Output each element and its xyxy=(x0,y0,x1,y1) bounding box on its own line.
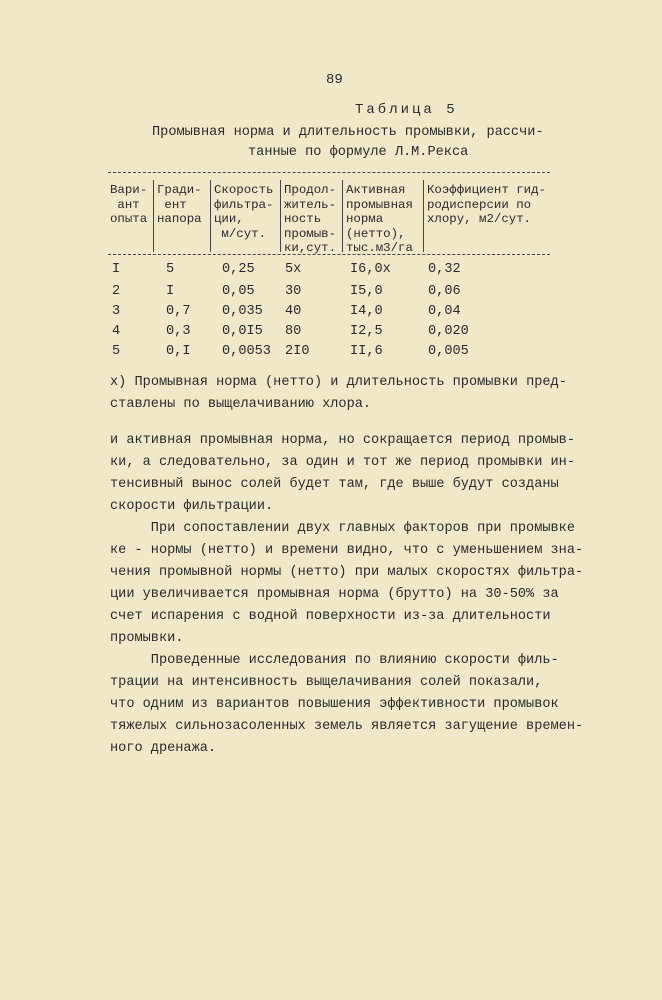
table-cell: I5,0 xyxy=(350,284,383,299)
column-divider xyxy=(153,180,154,252)
table-cell: 0,06 xyxy=(428,284,461,299)
footnote xyxy=(110,372,567,393)
table-cell: 3 xyxy=(112,304,121,319)
column-divider xyxy=(280,180,281,252)
text-line: При сопоставлении двух главных факторов при промывке xyxy=(110,521,575,536)
table-cell: 30 xyxy=(285,284,302,299)
table-cell: 5х xyxy=(285,262,302,277)
table-cell: I6,0х xyxy=(350,262,391,277)
text-line: чения промывной нормы (нетто) при малых скоростях фильтра- xyxy=(110,565,584,580)
text-line: и активная промывная норма, но сокращается период промыв- xyxy=(110,433,575,448)
text-line: трации на интенсивность выщелачивания солей показали, xyxy=(110,675,543,690)
text-line: ке - нормы (нетто) и времени видно, что с уменьшением зна- xyxy=(110,543,584,558)
table-cell: 2 xyxy=(112,284,121,299)
table-cell: 0,04 xyxy=(428,304,461,319)
table-cell: 0,0053 xyxy=(222,344,271,359)
text-line: счет испарения с водной поверхности из-за длительности xyxy=(110,609,551,624)
table-cell: 80 xyxy=(285,324,302,339)
header-duration: Продол- житель- ность промыв- ки,сут. xyxy=(284,183,337,255)
page-number: 89 xyxy=(326,72,343,88)
column-divider xyxy=(423,180,424,252)
table-cell: 0,32 xyxy=(428,262,461,277)
table-top-rule xyxy=(108,172,550,173)
paragraph-3 xyxy=(110,650,584,760)
paragraph-2 xyxy=(110,518,584,650)
text-line: ки, а следовательно, за один и тот же период промывки ин- xyxy=(110,455,575,470)
footnote-line-1: Промывная норма (нетто) и длительность промывки пред- xyxy=(134,375,567,390)
table-cell: I xyxy=(112,262,121,277)
header-hydrodispersion: Коэффициент гид- родисперсии по хлору, м2/сут. xyxy=(427,183,546,226)
footnote-line-2: ставлены по выщелачиванию хлора. xyxy=(110,397,372,412)
table-cell: 0,7 xyxy=(166,304,191,319)
column-divider xyxy=(342,180,343,252)
table-cell: 0,0I5 xyxy=(222,324,263,339)
header-filtration-speed: Скорость фильтра- ции, м/сут. xyxy=(214,183,274,241)
table-cell: I xyxy=(166,284,175,299)
text-line: ции увеличивается промывная норма (брутто) на 30-50% за xyxy=(110,587,559,602)
table-caption-line-2: танные по формуле Л.М.Рекса xyxy=(248,145,469,160)
table-caption-line-1: Промывная норма и длительность промывки, рассчи- xyxy=(152,125,544,140)
table-label: Таблица 5 xyxy=(355,102,458,118)
column-divider xyxy=(210,180,211,252)
text-line: скорости фильтрации. xyxy=(110,499,274,514)
table-cell: I2,5 xyxy=(350,324,383,339)
table-cell: 2I0 xyxy=(285,344,310,359)
table-cell: 0,005 xyxy=(428,344,469,359)
table-cell: 0,3 xyxy=(166,324,191,339)
table-cell: II,6 xyxy=(350,344,383,359)
text-line: тяжелых сильнозасоленных земель является загущение времен- xyxy=(110,719,584,734)
header-variant: Вари- ант опыта xyxy=(110,183,148,226)
text-line: ного дренажа. xyxy=(110,741,217,756)
paragraph-1 xyxy=(110,430,575,518)
table-cell: 0,I xyxy=(166,344,191,359)
table-cell: 5 xyxy=(166,262,175,277)
table-cell: 5 xyxy=(112,344,121,359)
text-line: Проведенные исследования по влиянию скорости филь- xyxy=(110,653,559,668)
header-gradient: Гради- ент напора xyxy=(157,183,202,226)
text-line: промывки. xyxy=(110,631,184,646)
table-cell: 0,05 xyxy=(222,284,255,299)
text-line: тенсивный вынос солей будет там, где выше будут созданы xyxy=(110,477,559,492)
table-cell: 0,25 xyxy=(222,262,255,277)
table-cell: 0,020 xyxy=(428,324,469,339)
footnote-marker: х) xyxy=(110,375,127,390)
header-active-norm: Активная промывная норма (нетто), тыс.м3/га xyxy=(346,183,413,255)
table-cell: I4,0 xyxy=(350,304,383,319)
table-cell: 0,035 xyxy=(222,304,263,319)
table-cell: 40 xyxy=(285,304,302,319)
text-line: что одним из вариантов повышения эффективности промывок xyxy=(110,697,559,712)
table-cell: 4 xyxy=(112,324,121,339)
